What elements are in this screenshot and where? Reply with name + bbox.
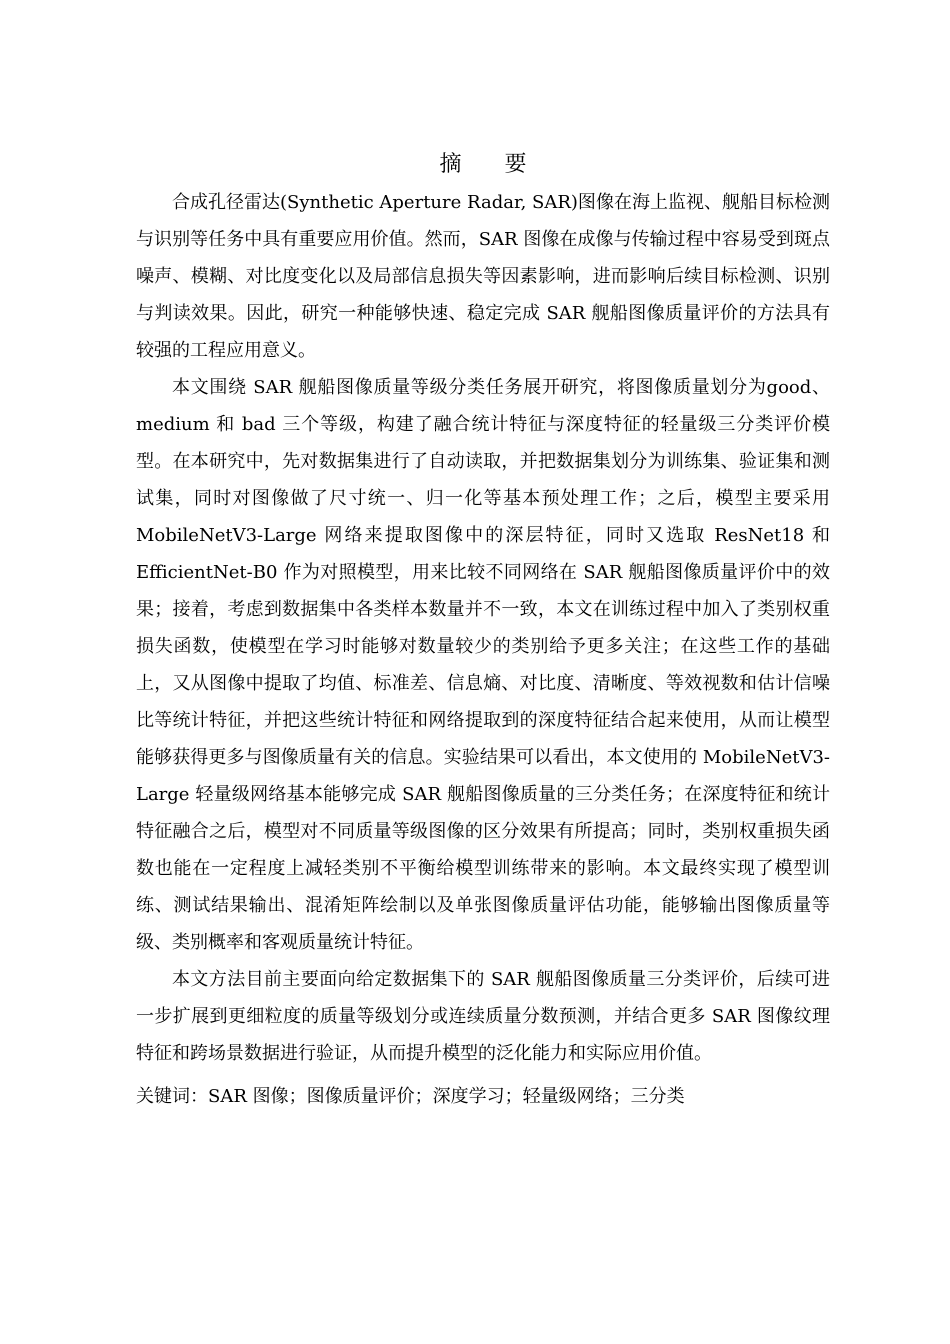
abstract-paragraph-1: 合成孔径雷达(Synthetic Aperture Radar, SAR)图像在海上监视、舰船目标检测与识别等任务中具有重要应用价值。然而，SAR 图像在成像与传输过程中容易受到斑点噪声、模糊、对比度变化以及局部信息损失等因素影响，进而影响后续目标检测、识别与判读效果。因此，研究一种能够快速、稳定完成 SAR 舰船图像质量评价的方法具有较强的工程应用意义。 <box>136 192 830 361</box>
keywords-label: 关键词： <box>136 1086 208 1107</box>
abstract-paragraph-3: 本文方法目前主要面向给定数据集下的 SAR 舰船图像质量三分类评价，后续可进一步扩展到更细粒度的质量等级划分或连续质量分数预测，并结合更多 SAR 图像纹理特征和跨场景数据进行验证，从而提升模型的泛化能力和实际应用价值。 <box>136 969 830 1064</box>
abstract-page <box>136 148 830 1115</box>
keywords-line <box>136 1078 830 1115</box>
keywords-text: SAR 图像；图像质量评价；深度学习；轻量级网络；三分类 <box>208 1086 685 1107</box>
abstract-paragraph-2: 本文围绕 SAR 舰船图像质量等级分类任务展开研究，将图像质量划分为good、medium 和 bad 三个等级，构建了融合统计特征与深度特征的轻量级三分类评价模型。在本研究中，先对数据集进行了自动读取，并把数据集划分为训练集、验证集和测试集，同时对图像做了尺寸统一、归一化等基本预处理工作；之后，模型主要采用 MobileNetV3-Large 网络来提取图像中的深层特征，同时又选取 ResNet18 和 EfficientNet-B0 作为对照模型，用来比较不同网络在 SAR 舰船图像质量评价中的效果；接着，考虑到数据集中各类样本数量并不一致，本文在训练过程中加入了类别权重损失函数，使模型在学习时能够对数量较少的类别给予更多关注；在这些工作的基础上，又从图像中提取了均值、标准差、信息熵、对比度、清晰度、等效视数和估计信噪比等统计特征，并把这些统计特征和网络提取到的深度特征结合起来使用，从而让模型能够获得更多与图像质量有关的信息。实验结果可以看出，本文使用的 MobileNetV3-Large 轻量级网络基本能够完成 SAR 舰船图像质量的三分类任务；在深度特征和统计特征融合之后，模型对不同质量等级图像的区分效果有所提高；同时，类别权重损失函数也能在一定程度上减轻类别不平衡给模型训练带来的影响。本文最终实现了模型训练、测试结果输出、混淆矩阵绘制以及单张图像质量评估功能，能够输出图像质量等级、类别概率和客观质量统计特征。 <box>136 377 830 953</box>
abstract-title: 摘 要 <box>439 152 545 177</box>
